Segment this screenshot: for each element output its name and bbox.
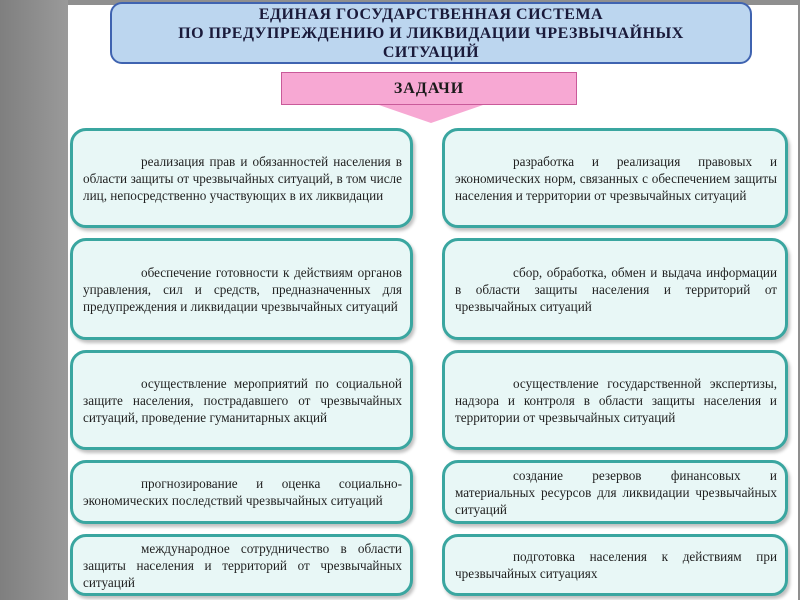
tasks-header-label: ЗАДАЧИ [393,79,465,97]
task-right-5-text: подготовка населения к действиям при чрезвычайных ситуациях [455,549,777,581]
task-left-4 [70,460,413,524]
task-right-1 [442,128,788,228]
task-left-2-text: обеспечение готовности к действиям органов управления, сил и средств, предназначенных для предупреждения и ликвидации чрезвычайных ситуаций [83,264,402,314]
tasks-header [281,72,577,105]
task-right-2-text: сбор, обработка, обмен и выдача информации в области защиты населения и территорий от чрезвычайных ситуаций [455,264,777,314]
task-right-4 [442,460,788,524]
title-line-3: СИТУАЦИЙ [382,43,480,61]
task-right-3-text: осуществление государственной экспертизы, надзора и контроля в области защиты населения и территории от чрезвычайных ситуаций [455,375,777,425]
title-line-2: ПО ПРЕДУПРЕЖДЕНИЮ И ЛИКВИДАЦИИ ЧРЕЗВЫЧАЙНЫХ [178,24,684,42]
slide-background [0,0,68,600]
task-left-3 [70,350,413,450]
task-right-5 [442,534,788,596]
task-right-1-text: разработка и реализация правовых и экономических норм, связанных с обеспечением защиты населения и территории от чрезвычайных ситуаций [455,153,777,203]
task-left-4-text: прогнозирование и оценка социально-экономических последствий чрезвычайных ситуаций [83,476,402,508]
task-right-4-text: создание резервов финансовых и материальных ресурсов для ликвидации чрезвычайных ситуаций [455,467,777,517]
system-title [110,2,752,64]
task-left-5 [70,534,413,596]
task-left-3-text: осуществление мероприятий по социальной защите населения, пострадавшего от чрезвычайных ситуаций, проведение гуманитарных акций [83,375,402,425]
task-right-2 [442,238,788,340]
tasks-arrow [379,105,483,123]
task-left-1-text: реализация прав и обязанностей населения в области защиты от чрезвычайных ситуаций, в том числе лиц, непосредственно участвующих в их ликвидации [83,153,402,203]
task-right-3 [442,350,788,450]
title-line-1: ЕДИНАЯ ГОСУДАРСТВЕННАЯ СИСТЕМА [258,5,604,23]
task-left-2 [70,238,413,340]
task-left-5-text: международное сотрудничество в области защиты населения и территорий от чрезвычайных ситуаций [83,540,402,590]
task-left-1 [70,128,413,228]
